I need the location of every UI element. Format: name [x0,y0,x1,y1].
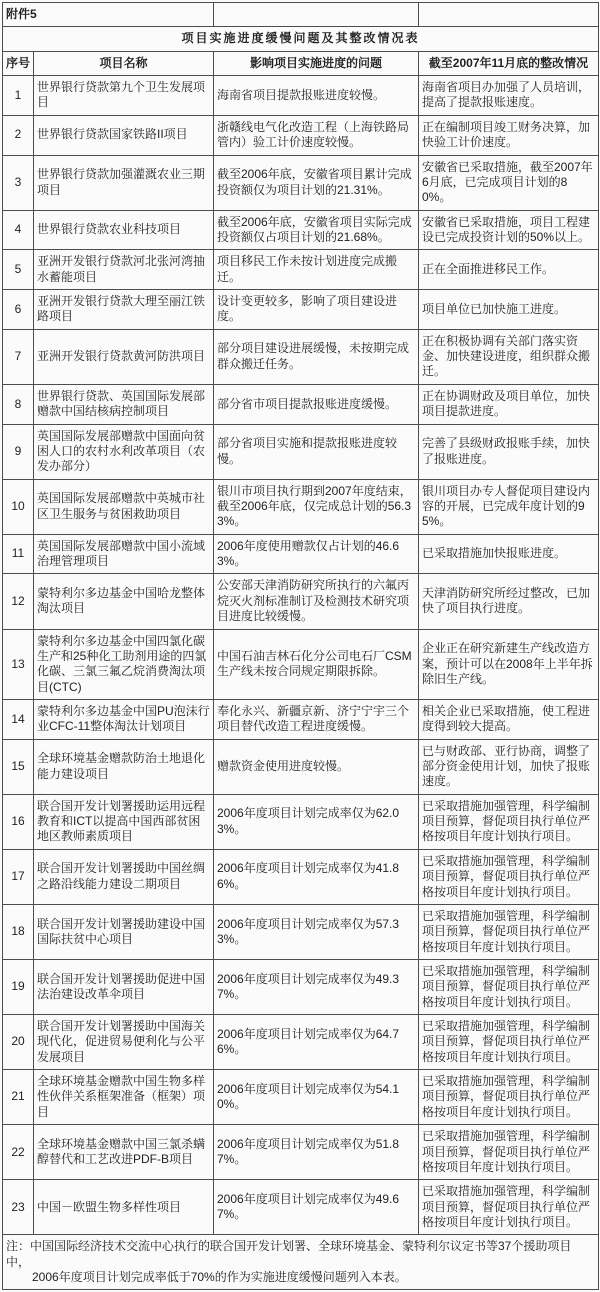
title-row [3,27,599,51]
table-row [3,849,599,904]
header-cell-problem: 影响项目实施进度的问题 [214,51,419,75]
cell-rectification: 安徽省已采取措施，截至2007年6月底，已完成项目计划的80%。 [419,155,599,210]
table-row [3,739,599,794]
cell-project-name: 全球环境基金赠款中国三氯杀螨醇替代和工艺改进PDF-B项目 [34,1125,214,1180]
cell-row-number: 8 [3,384,34,424]
cell-rectification: 已采取措施加强管理，科学编制项目预算，督促项目执行单位严格按项目年度计划执行项目。 [419,1015,599,1070]
cell-row-number: 19 [3,959,34,1014]
cell-problem: 2006年度使用赠款仅占计划的46.63%。 [214,534,419,574]
cell-row-number: 22 [3,1125,34,1180]
cell-rectification: 正在协调财政及项目单位，加快项目提款进度。 [419,384,599,424]
cell-problem: 2006年度项目计划完成率仅为41.86%。 [214,849,419,904]
cell-row-number: 18 [3,904,34,959]
footnote-row [3,1235,599,1290]
cell-project-name: 联合国开发计划署援助中国海关现代化，促进贸易便利化与公平发展项目 [34,1015,214,1070]
cell-row-number: 13 [3,629,34,699]
footnote-line-2: 2006年度项目计划完成率低于70%的作为实施进度缓慢问题列入本表。 [32,1270,407,1285]
cell-rectification: 项目单位已加快施工进度。 [419,290,599,330]
cell-row-number: 15 [3,739,34,794]
cell-project-name: 英国国际发展部赠款中英城市社区卫生服务与贫困救助项目 [34,479,214,534]
cell-project-name: 全球环境基金赠款中国生物多样性伙伴关系框架准备（框架）项目 [34,1070,214,1125]
cell-project-name: 全球环境基金赠款防治土地退化能力建设项目 [34,739,214,794]
table-row [3,534,599,574]
cell-rectification: 已采取措施加强管理，科学编制项目预算，督促项目执行单位严格按项目年度计划执行项目。 [419,849,599,904]
cell-row-number: 9 [3,424,34,479]
cell-project-name: 世界银行贷款第九个卫生发展项目 [34,76,214,116]
cell-rectification: 已采取措施加强管理，科学编制项目预算，督促项目执行单位严格按项目年度计划执行项目。 [419,1125,599,1180]
cell-row-number: 12 [3,574,34,629]
cell-rectification: 相关企业已采取措施，使工程进度得到较大提高。 [419,699,599,739]
header-cell-no: 序号 [3,51,34,75]
cell-problem: 中国石油吉林石化分公司电石厂CSM生产线未按合同规定期限拆除。 [214,629,419,699]
table-row [3,479,599,534]
cell-problem: 2006年度项目计划完成率仅为57.33%。 [214,904,419,959]
cell-project-name: 联合国开发计划署援助中国丝绸之路沿线能力建设二期项目 [34,849,214,904]
table-row [3,210,599,250]
cell-problem: 项目移民工作未按计划进度完成搬迁。 [214,250,419,290]
cell-problem: 设计变更较多，影响了项目建设进度。 [214,290,419,330]
attachment-label: 附件5 [3,3,214,27]
table-row [3,250,599,290]
cell-row-number: 21 [3,1070,34,1125]
table-row [3,1125,599,1180]
table-row [3,329,599,384]
table-head-section [3,3,599,76]
cell-problem: 2006年度项目计划完成率仅为49.67%。 [214,1180,419,1235]
cell-rectification: 已采取措施加强管理，科学编制项目预算，督促项目执行单位严格按项目年度计划执行项目。 [419,959,599,1014]
cell-rectification: 已采取措施加强管理，科学编制项目预算，督促项目执行单位严格按项目年度计划执行项目。 [419,904,599,959]
cell-problem: 部分项目建设进展缓慢，未按期完成群众搬迁任务。 [214,329,419,384]
cell-project-name: 世界银行贷款农业科技项目 [34,210,214,250]
cell-problem: 浙赣线电气化改造工程（上海铁路局管内）验工计价速度较慢。 [214,115,419,155]
cell-rectification: 完善了县级财政报账手续，加快了报账进度。 [419,424,599,479]
cell-project-name: 英国国际发展部赠款中国面向贫困人口的农村水利改革项目（农发办部分） [34,424,214,479]
attachment-row [3,3,599,27]
cell-problem: 2006年度项目计划完成率仅为64.76%。 [214,1015,419,1070]
cell-rectification: 已与财政部、亚行协商，调整了部分资金使用计划，加快了报账速度。 [419,739,599,794]
cell-project-name: 世界银行贷款、英国国际发展部赠款中国结核病控制项目 [34,384,214,424]
cell-row-number: 6 [3,290,34,330]
cell-rectification: 海南省项目办加强了人员培训，提高了提款报账速度。 [419,76,599,116]
cell-row-number: 17 [3,849,34,904]
cell-project-name: 中国－欧盟生物多样性项目 [34,1180,214,1235]
cell-project-name: 亚洲开发银行贷款黄河防洪项目 [34,329,214,384]
cell-problem: 截至2006年底，安徽省项目实际完成投资额仅占项目计划的21.68%。 [214,210,419,250]
cell-row-number: 7 [3,329,34,384]
cell-row-number: 1 [3,76,34,116]
cell-row-number: 2 [3,115,34,155]
table-row [3,76,599,116]
table-row [3,959,599,1014]
cell-project-name: 英国国际发展部赠款中国小流域治理管理项目 [34,534,214,574]
cell-project-name: 蒙特利尔多边基金中国PU泡沫行业CFC-11整体淘汰计划项目 [34,699,214,739]
cell-problem: 公安部天津消防研究所执行的六氟丙烷灭火剂标准制订及检测技术研究项目进度比较缓慢。 [214,574,419,629]
cell-row-number: 4 [3,210,34,250]
cell-rectification: 企业正在研究新建生产线改造方案，预计可以在2008年上半年拆除旧生产线。 [419,629,599,699]
cell-row-number: 5 [3,250,34,290]
rectification-table [2,2,599,1290]
cell-project-name: 蒙特利尔多边基金中国四氯化碳生产和25种化工助剂用途的四氯化碳、三氯三氟乙烷消费淘汰项目(CTC) [34,629,214,699]
attachment-empty-cell-1 [214,3,419,27]
table-row [3,1180,599,1235]
cell-row-number: 3 [3,155,34,210]
cell-problem: 部分省项目实施和提款报账进度较慢。 [214,424,419,479]
cell-project-name: 亚洲开发银行贷款河北张河湾抽水蓄能项目 [34,250,214,290]
table-row [3,115,599,155]
cell-problem: 2006年度项目计划完成率仅为51.87%。 [214,1125,419,1180]
header-cell-name: 项目名称 [34,51,214,75]
table-foot-section [3,1235,599,1290]
cell-rectification: 正在全面推进移民工作。 [419,250,599,290]
table-row [3,1070,599,1125]
table-row [3,629,599,699]
cell-rectification: 银川项目办专人督促项目建设内容的开展，已完成年度计划的95%。 [419,479,599,534]
cell-problem: 赠款资金使用进度较慢。 [214,739,419,794]
cell-problem: 2006年度项目计划完成率仅为62.03%。 [214,794,419,849]
table-row [3,290,599,330]
footnote-line-1: 注：中国国际经济技术交流中心执行的联合国开发计划署、全球环境基金、蒙特利尔议定书等37个援助项目中， [6,1239,572,1269]
cell-problem: 奉化永兴、新疆京新、济宁宁宇三个项目替代改造工程进度缓慢。 [214,699,419,739]
cell-rectification: 已采取措施加强管理，科学编制项目预算，督促项目执行单位严格按项目年度计划执行项目。 [419,794,599,849]
cell-row-number: 16 [3,794,34,849]
cell-rectification: 正在积极协调有关部门落实资金、加快建设进度，组织群众搬迁。 [419,329,599,384]
cell-problem: 部分省市项目提款报账进度缓慢。 [214,384,419,424]
table-body [3,76,599,1235]
cell-problem: 银川市项目执行期到2007年度结束，截至2006年底，仅完成总计划的56.33%。 [214,479,419,534]
cell-project-name: 世界银行贷款加强灌溉农业三期项目 [34,155,214,210]
cell-rectification: 正在编制项目竣工财务决算，加快验工计价速度。 [419,115,599,155]
header-cell-action: 截至2007年11月底的整改情况 [419,51,599,75]
table-row [3,904,599,959]
table-row [3,794,599,849]
table-title: 项目实施进度缓慢问题及其整改情况表 [3,27,599,51]
cell-project-name: 联合国开发计划署援助建设中国国际扶贫中心项目 [34,904,214,959]
cell-row-number: 20 [3,1015,34,1070]
cell-project-name: 联合国开发计划署援助运用远程教育和ICT以提高中国西部贫困地区教师素质项目 [34,794,214,849]
cell-rectification: 天津消防研究所经过整改，已加快了项目执行进度。 [419,574,599,629]
cell-problem: 2006年度项目计划完成率仅为49.37%。 [214,959,419,1014]
cell-row-number: 10 [3,479,34,534]
cell-rectification: 安徽省已采取措施，项目工程建设已完成投资计划的50%以上。 [419,210,599,250]
table-row [3,424,599,479]
cell-rectification: 已采取措施加强管理，科学编制项目预算，督促项目执行单位严格按项目年度计划执行项目。 [419,1070,599,1125]
table-row [3,574,599,629]
cell-rectification: 已采取措施加快报账进度。 [419,534,599,574]
cell-problem: 海南省项目提款报账进度较慢。 [214,76,419,116]
cell-row-number: 23 [3,1180,34,1235]
footnote [3,1235,599,1290]
attachment-empty-cell-2 [419,3,599,27]
header-row [3,51,599,75]
table-row [3,1015,599,1070]
cell-row-number: 14 [3,699,34,739]
cell-rectification: 已采取措施加强管理，科学编制项目预算，督促项目执行单位严格按项目年度计划执行项目。 [419,1180,599,1235]
cell-project-name: 蒙特利尔多边基金中国哈龙整体淘汰项目 [34,574,214,629]
cell-row-number: 11 [3,534,34,574]
table-row [3,699,599,739]
cell-project-name: 世界银行贷款国家铁路II项目 [34,115,214,155]
cell-problem: 2006年度项目计划完成率仅为54.10%。 [214,1070,419,1125]
cell-project-name: 联合国开发计划署援助促进中国法治建设改革伞项目 [34,959,214,1014]
cell-problem: 截至2006年底，安徽省项目累计完成投资额仅为项目计划的21.31%。 [214,155,419,210]
table-row [3,155,599,210]
table-row [3,384,599,424]
cell-project-name: 亚洲开发银行贷款大理至丽江铁路项目 [34,290,214,330]
